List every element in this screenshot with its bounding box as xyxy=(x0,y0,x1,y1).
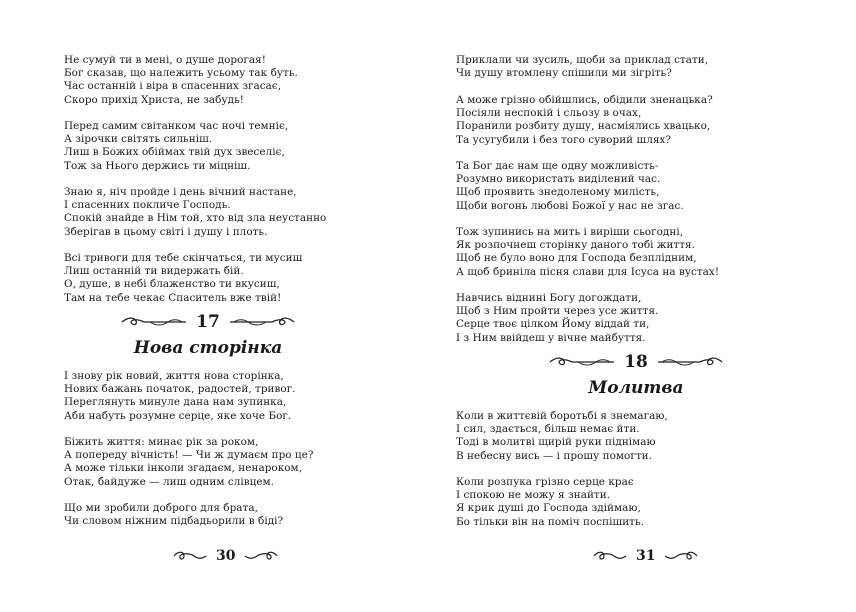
poem-number: 17 xyxy=(196,312,220,332)
flourish-left-icon xyxy=(592,550,628,562)
page-number: 30 xyxy=(216,548,236,564)
verse-line: В небесну вись — і прошу помогти. xyxy=(456,449,652,462)
verse-line: І сил, здається, більш немає йти. xyxy=(456,423,640,436)
verse-line: Зберігав в цьому світі і душу і плоть. xyxy=(64,225,268,238)
verse-line: Навчись віднині Богу догождати, xyxy=(456,292,642,304)
right-page xyxy=(428,0,856,612)
verse-line: Щоб проявить знедоленому милість, xyxy=(456,186,660,199)
verse-line: Коли в життєвій боротьбі я знемагаю, xyxy=(456,410,668,422)
verse-line: І спокою не можу я знайти. xyxy=(456,489,611,502)
stanza xyxy=(456,94,713,147)
stanza xyxy=(64,186,326,239)
verse-line: Отак, байдуже — лиш одним слівцем. xyxy=(64,475,275,488)
poem-title: Нова сторінка xyxy=(133,338,283,358)
verse-line: Бо тільки він на поміч поспішить. xyxy=(456,515,645,528)
verse-line: Що ми зробили доброго для брата, xyxy=(64,502,258,514)
verse-line: Та усугубили і без того суворий шлях? xyxy=(456,133,671,146)
flourish-right-icon xyxy=(243,550,279,562)
poem-number: 18 xyxy=(624,352,648,372)
verse-line: Біжить життя: минає рік за роком, xyxy=(64,436,259,448)
stanza xyxy=(64,252,302,305)
verse-line: А може тільки інколи згадаєм, ненароком, xyxy=(64,462,303,475)
verse-line: Я крик душі до Господа здіймаю, xyxy=(456,502,641,515)
verse-line: А щоб бриніла пісня слави для Ісуса на вустах! xyxy=(456,265,720,278)
page-number-footer xyxy=(592,548,699,564)
verse-line: І знову рік новий, життя нова сторінка, xyxy=(64,370,284,382)
verse-line: Приклали чи зусиль, щоби за приклад стати, xyxy=(456,54,709,66)
verse-line: Поранили розбиту душу, насміялись хвацько, xyxy=(456,120,711,133)
page-number: 31 xyxy=(636,548,656,564)
verse-line: Всі тривоги для тебе скінчаться, ти мусиш xyxy=(64,252,303,264)
stanza xyxy=(64,370,296,423)
verse-line: Лиш в Божих обіймах твій дух звеселіє, xyxy=(64,146,285,159)
verse-line: Тож зупинись на мить і виріши сьогодні, xyxy=(456,226,684,238)
verse-line: Переглянуть минуле дана нам зупинка, xyxy=(64,396,287,409)
flourish-left-icon xyxy=(548,355,616,369)
verse-line: Тож за Нього держись ти міцніш. xyxy=(64,159,251,172)
verse-line: О, душе, в небі блаженство ти вкусиш, xyxy=(64,278,280,291)
verse-line: Лиш останній ти видержать бій. xyxy=(64,265,244,278)
verse-line: А може грізно обійшлись, обідили зненацька? xyxy=(456,94,713,106)
verse-line: Щоби вогонь любові Божої у нас не згас. xyxy=(456,199,684,212)
stanza xyxy=(456,476,644,529)
verse-line: Скоро прихід Христа, не забудь! xyxy=(64,93,245,106)
stanza xyxy=(64,502,283,528)
verse-line: А попереду вічність! — Чи ж думаєм про це? xyxy=(64,449,314,462)
flourish-right-icon xyxy=(656,355,724,369)
flourish-left-icon xyxy=(120,315,188,329)
verse-line: Спокій знайде в Нім той, хто від зла неустанно xyxy=(64,212,327,225)
verse-line: Час останній і віра в спасенних згасає, xyxy=(64,80,282,93)
verse-line: І з Ним ввійдеш у вічне майбуття. xyxy=(456,331,646,344)
verse-line: Тоді в молитві щирій руки піднімаю xyxy=(456,436,656,449)
page-number-footer xyxy=(172,548,279,564)
poem-title: Молитва xyxy=(588,378,684,398)
verse-line: Щоб з Ним пройти через усе життя. xyxy=(456,305,659,318)
stanza xyxy=(456,292,658,345)
verse-line: Знаю я, ніч пройде і день вічний настане, xyxy=(64,186,297,198)
verse-line: Перед самим світанком час ночі темніє, xyxy=(64,120,289,132)
flourish-right-icon xyxy=(663,550,699,562)
stanza xyxy=(456,160,684,213)
poem-heading xyxy=(120,312,296,358)
verse-line: Як розпочнеш сторінку даного тобі життя. xyxy=(456,239,695,252)
stanza xyxy=(456,54,708,80)
verse-line: Щоб не було воно для Господа безплідним, xyxy=(456,252,697,265)
verse-line: Серце твоє цілком Йому віддай ти, xyxy=(456,318,650,331)
verse-line: Чи словом ніжним підбадьорили в біді? xyxy=(64,515,284,528)
verse-line: Там на тебе чекає Спаситель вже твій! xyxy=(64,291,282,304)
verse-line: Не сумуй ти в мені, о душе дорогая! xyxy=(64,54,266,66)
stanza xyxy=(456,226,719,279)
verse-line: І спасенних покличе Господь. xyxy=(64,199,231,212)
stanza xyxy=(456,410,668,463)
flourish-left-icon xyxy=(172,550,208,562)
verse-line: Розумно використать виділений час. xyxy=(456,173,661,186)
verse-line: А зірочки світять сильніш. xyxy=(64,133,213,146)
verse-line: Чи душу втомлену спішили ми зігріть? xyxy=(456,67,672,80)
stanza xyxy=(64,436,313,489)
stanza xyxy=(64,54,298,107)
stanza xyxy=(64,120,288,173)
verse-line: Коли розпука грізно серце крає xyxy=(456,476,634,488)
verse-line: Аби набуть розумне серце, яке хоче Бог. xyxy=(64,409,292,422)
verse-line: Посіяли неспокій і сльозу в очах, xyxy=(456,107,642,120)
verse-line: Та Бог дає нам ще одну можливість- xyxy=(456,160,659,172)
verse-line: Нових бажань початок, радостей, тривог. xyxy=(64,383,296,396)
verse-line: Бог сказав, що належить усьому так буть. xyxy=(64,67,298,80)
flourish-right-icon xyxy=(228,315,296,329)
poem-heading xyxy=(548,352,724,398)
